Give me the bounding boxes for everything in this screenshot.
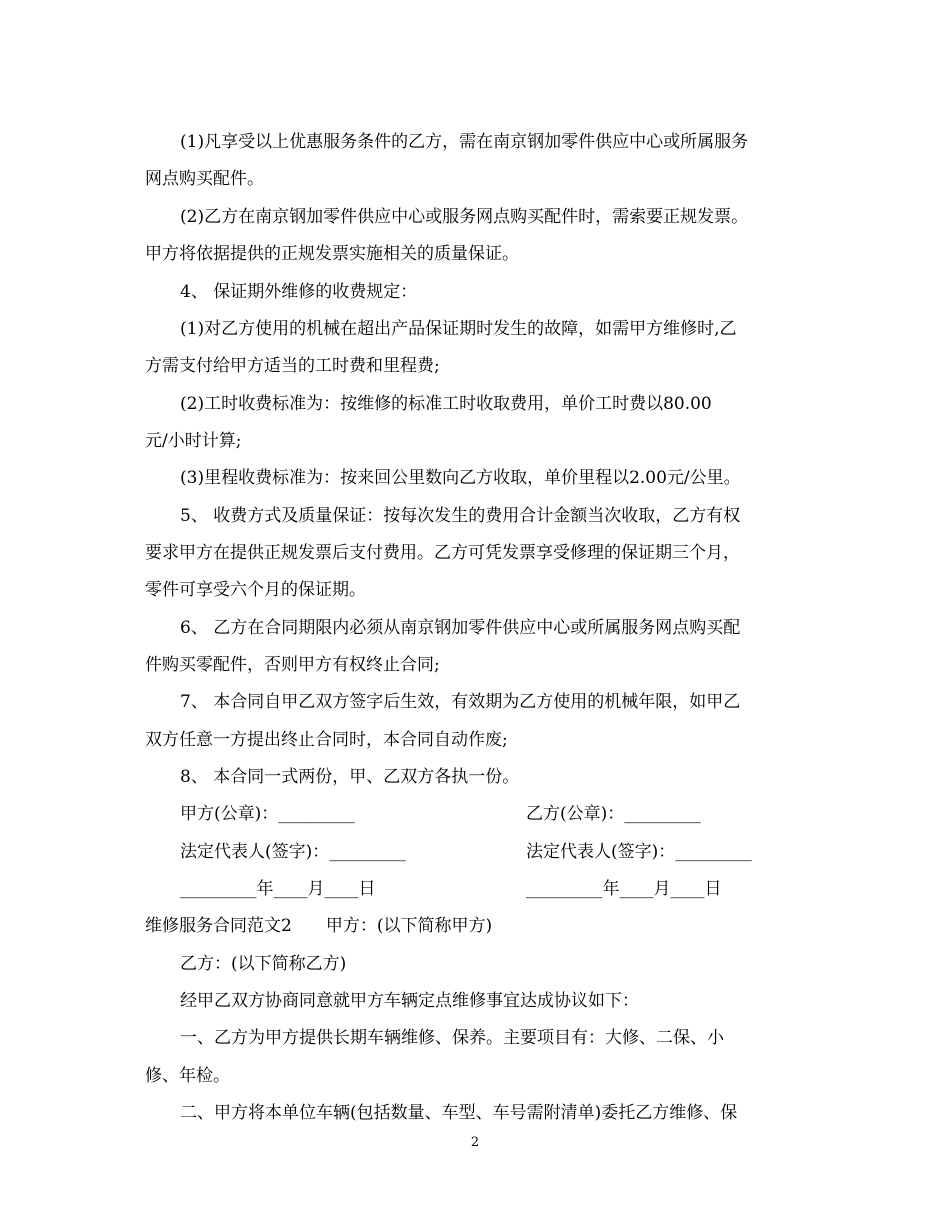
text-line: (2)乙方在南京钢加零件供应中心或服务网点购买配件时，需索要正规发票。 [180, 207, 749, 227]
party-b-representative: 法定代表人(签字)：_________ [526, 842, 752, 862]
text-line: 乙方：(以下简称乙方) [180, 954, 347, 974]
party-a-date: _________年____月____日 [180, 879, 376, 899]
party-a-seal: 甲方(公章)：_________ [180, 804, 355, 824]
text-line: 7、 本合同自甲乙双方签字后生效，有效期为乙方使用的机械年限，如甲乙 [180, 692, 741, 712]
party-a-representative: 法定代表人(签字)：_________ [180, 842, 406, 862]
text-line: 5、 收费方式及质量保证：按每次发生的费用合计金额当次收取，乙方有权 [180, 506, 741, 526]
text-line: 网点购买配件。 [145, 169, 264, 189]
text-line: 修、年检。 [145, 1066, 230, 1086]
text-line: 6、 乙方在合同期限内必须从南京钢加零件供应中心或所属服务网点购买配 [180, 618, 741, 638]
text-line: 经甲乙双方协商同意就甲方车辆定点维修事宜达成协议如下： [180, 991, 639, 1011]
text-line: 方需支付给甲方适当的工时费和里程费; [145, 356, 440, 376]
text-line: 二、甲方将本单位车辆(包括数量、车型、车号需附清单)委托乙方维修、保 [180, 1103, 738, 1123]
text-line: (1)凡享受以上优惠服务条件的乙方，需在南京钢加零件供应中心或所属服务 [180, 132, 749, 152]
text-line: 4、 保证期外维修的收费规定： [180, 282, 418, 302]
text-line: 元/小时计算; [145, 431, 242, 451]
party-b-date: _________年____月____日 [526, 879, 722, 899]
text-line: 一、乙方为甲方提供长期车辆维修、保养。主要项目有：大修、二保、小 [180, 1028, 724, 1048]
text-line: 要求甲方在提供正规发票后支付费用。乙方可凭发票享受修理的保证期三个月， [145, 543, 740, 563]
text-line: 8、 本合同一式两份，甲、乙双方各执一份。 [180, 767, 520, 787]
text-line: (3)里程收费标准为：按来回公里数向乙方收取，单价里程以2.00元/公里。 [180, 468, 741, 488]
text-line: (2)工时收费标准为：按维修的标准工时收取费用，单价工时费以80.00 [180, 394, 712, 414]
party-b-seal: 乙方(公章)：_________ [526, 804, 701, 824]
text-line: 双方任意一方提出终止合同时，本合同自动作废; [145, 730, 508, 750]
page-number: 2 [470, 1135, 480, 1150]
text-line: 件购买零配件，否则甲方有权终止合同; [145, 655, 440, 675]
text-line: 甲方将依据提供的正规发票实施相关的质量保证。 [145, 244, 519, 264]
text-line: (1)对乙方使用的机械在超出产品保证期时发生的故障，如需甲方维修时,乙 [180, 319, 737, 339]
section-heading: 维修服务合同范文2 甲方：(以下简称甲方) [145, 916, 493, 936]
text-line: 零件可享受六个月的保证期。 [145, 580, 366, 600]
